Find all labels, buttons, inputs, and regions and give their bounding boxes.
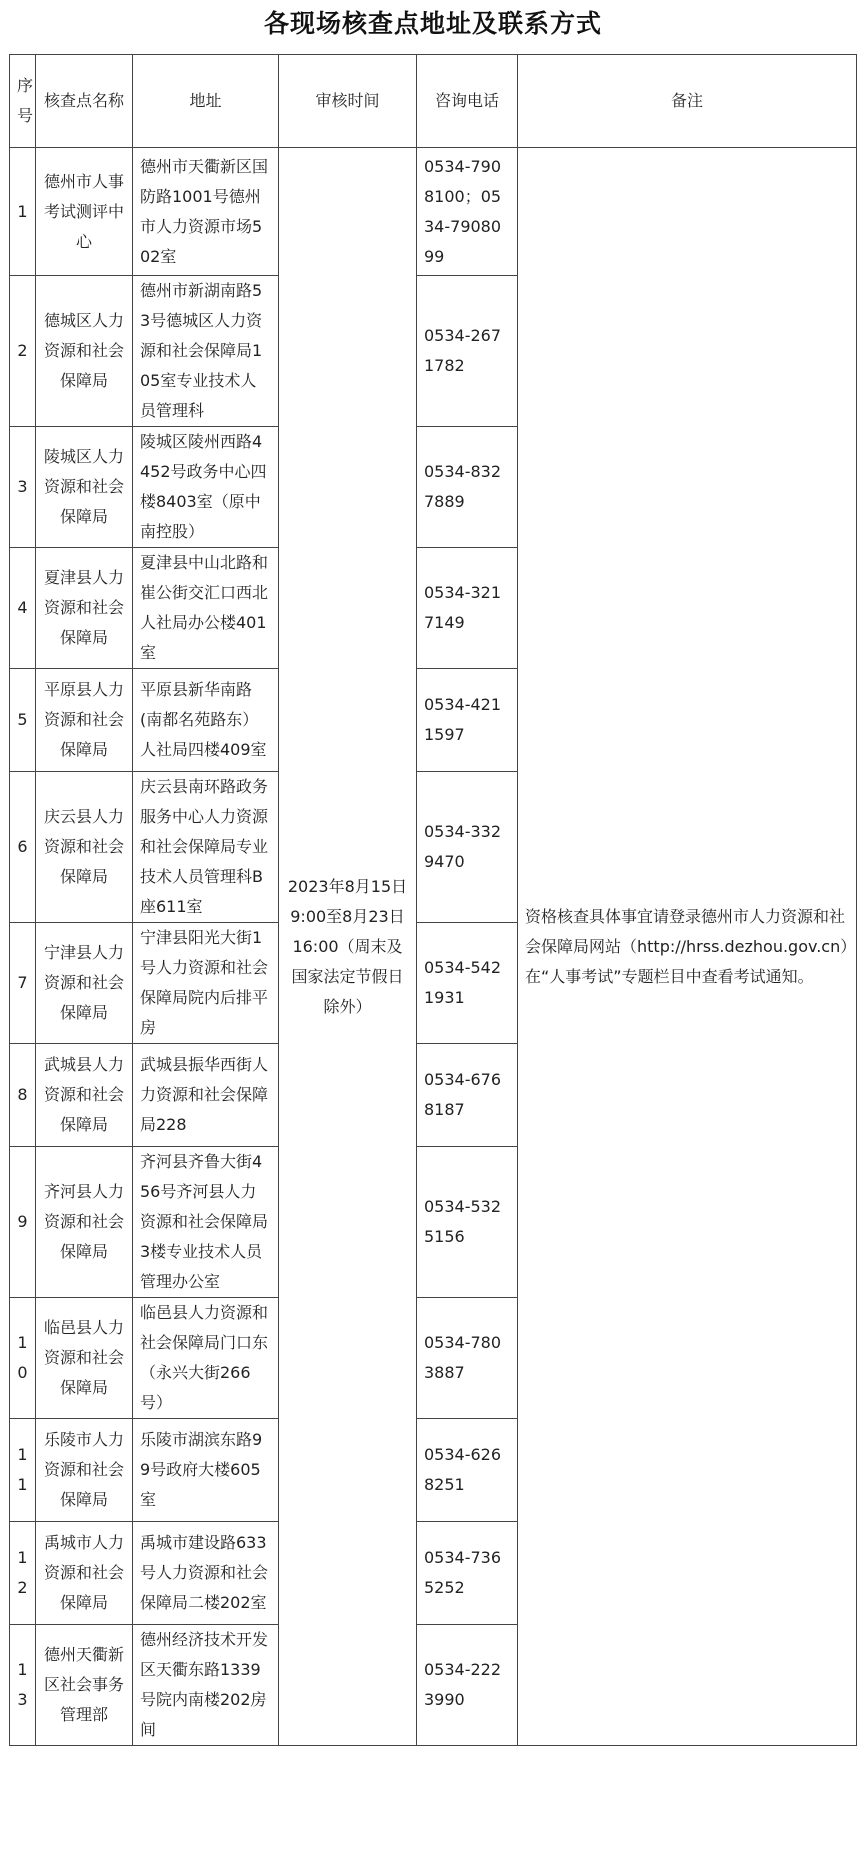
consult-phone: 0534-2671782 (417, 276, 518, 427)
consult-phone: 0534-8327889 (417, 427, 518, 548)
checkpoint-address: 临邑县人力资源和社会保障局门口东（永兴大街266号） (133, 1298, 279, 1419)
review-time: 2023年8月15日9:00至8月23日16:00（周末及国家法定节假日除外） (279, 148, 417, 1746)
header-phone: 咨询电话 (417, 55, 518, 148)
consult-phone: 0534-4211597 (417, 669, 518, 772)
row-number: 11 (10, 1419, 36, 1522)
page-title: 各现场核查点地址及联系方式 (263, 9, 602, 38)
header-note: 备注 (518, 55, 857, 148)
row-number: 6 (10, 772, 36, 923)
row-number: 13 (10, 1625, 36, 1746)
header-address: 地址 (133, 55, 279, 148)
checkpoint-address: 武城县振华西街人力资源和社会保障局228 (133, 1044, 279, 1147)
checkpoint-name: 宁津县人力资源和社会保障局 (36, 923, 133, 1044)
table-body (10, 148, 857, 1746)
row-number: 5 (10, 669, 36, 772)
table-row (10, 148, 857, 276)
checkpoint-address: 夏津县中山北路和崔公街交汇口西北人社局办公楼401室 (133, 548, 279, 669)
checkpoint-table (9, 54, 857, 1746)
checkpoint-address: 德州市新湖南路53号德城区人力资源和社会保障局105室专业技术人员管理科 (133, 276, 279, 427)
checkpoint-name: 齐河县人力资源和社会保障局 (36, 1147, 133, 1298)
consult-phone: 0534-3217149 (417, 548, 518, 669)
checkpoint-name: 武城县人力资源和社会保障局 (36, 1044, 133, 1147)
header-name: 核查点名称 (36, 55, 133, 148)
checkpoint-address: 平原县新华南路(南都名苑路东）人社局四楼409室 (133, 669, 279, 772)
checkpoint-name: 庆云县人力资源和社会保障局 (36, 772, 133, 923)
checkpoint-name: 平原县人力资源和社会保障局 (36, 669, 133, 772)
checkpoint-address: 德州市天衢新区国防路1001号德州市人力资源市场502室 (133, 148, 279, 276)
checkpoint-address: 德州经济技术开发区天衢东路1339号院内南楼202房间 (133, 1625, 279, 1746)
row-number: 8 (10, 1044, 36, 1147)
checkpoint-name: 德城区人力资源和社会保障局 (36, 276, 133, 427)
checkpoint-name: 德州天衢新区社会事务管理部 (36, 1625, 133, 1746)
checkpoint-name: 陵城区人力资源和社会保障局 (36, 427, 133, 548)
header-no: 序号 (10, 55, 36, 148)
row-number: 7 (10, 923, 36, 1044)
checkpoint-address: 齐河县齐鲁大街456号齐河县人力资源和社会保障局3楼专业技术人员管理办公室 (133, 1147, 279, 1298)
checkpoint-address: 禹城市建设路633号人力资源和社会保障局二楼202室 (133, 1522, 279, 1625)
consult-phone: 0534-6768187 (417, 1044, 518, 1147)
checkpoint-address: 乐陵市湖滨东路99号政府大楼605室 (133, 1419, 279, 1522)
consult-phone: 0534-7803887 (417, 1298, 518, 1419)
checkpoint-name: 乐陵市人力资源和社会保障局 (36, 1419, 133, 1522)
checkpoint-address: 陵城区陵州西路4452号政务中心四楼8403室（原中南控股） (133, 427, 279, 548)
consult-phone: 0534-7908100；0534-7908099 (417, 148, 518, 276)
checkpoint-name: 德州市人事考试测评中心 (36, 148, 133, 276)
consult-phone: 0534-3329470 (417, 772, 518, 923)
consult-phone: 0534-5421931 (417, 923, 518, 1044)
row-number: 10 (10, 1298, 36, 1419)
consult-phone: 0534-5325156 (417, 1147, 518, 1298)
row-number: 2 (10, 276, 36, 427)
checkpoint-address: 宁津县阳光大街1号人力资源和社会保障局院内后排平房 (133, 923, 279, 1044)
consult-phone: 0534-6268251 (417, 1419, 518, 1522)
checkpoint-name: 禹城市人力资源和社会保障局 (36, 1522, 133, 1625)
row-number: 9 (10, 1147, 36, 1298)
row-number: 1 (10, 148, 36, 276)
row-number: 12 (10, 1522, 36, 1625)
row-number: 3 (10, 427, 36, 548)
checkpoint-name: 夏津县人力资源和社会保障局 (36, 548, 133, 669)
remark-note: 资格核查具体事宜请登录德州市人力资源和社会保障局网站（http://hrss.dezhou.gov.cn）在“人事考试”专题栏目中查看考试通知。 (518, 148, 857, 1746)
table-header-row (10, 55, 857, 148)
checkpoint-name: 临邑县人力资源和社会保障局 (36, 1298, 133, 1419)
consult-phone: 0534-2223990 (417, 1625, 518, 1746)
consult-phone: 0534-7365252 (417, 1522, 518, 1625)
checkpoint-address: 庆云县南环路政务服务中心人力资源和社会保障局专业技术人员管理科B座611室 (133, 772, 279, 923)
row-number: 4 (10, 548, 36, 669)
header-time: 审核时间 (279, 55, 417, 148)
